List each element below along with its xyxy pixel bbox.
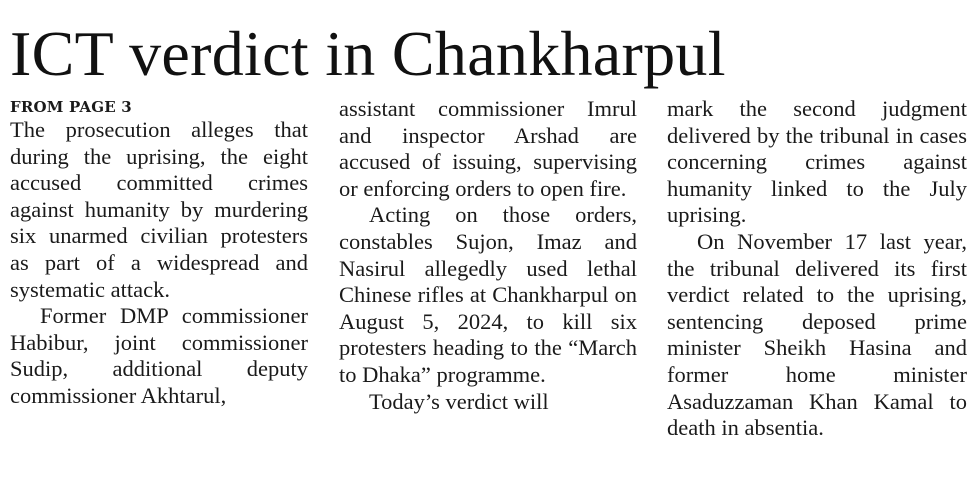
paragraph: Former DMP commissioner Habibur, joint commissioner Sudip, additional deputy commissioner Akhtarul,	[10, 303, 308, 408]
article-column-3	[667, 96, 967, 442]
continuation-kicker: FROM PAGE 3	[10, 98, 132, 116]
paragraph: Acting on those orders, constables Sujon, Imaz and Nasirul allegedly used lethal Chinese rifles at Chankharpul on August 5, 2024, to kill six protesters heading to the “March to Dhaka” programme.	[339, 202, 637, 387]
paragraph: On November 17 last year, the tribunal delivered its first verdict related to the uprising, sentencing deposed prime minister Sheikh Hasina and former home minister Asaduzzaman Khan Kamal to death in absentia.	[667, 228, 967, 441]
paragraph: The prosecution alleges that during the uprising, the eight accused committed crimes against humanity by murdering six unarmed civilian protesters as part of a widespread and systematic attack.	[10, 117, 308, 302]
headline: ICT verdict in Chankharpul	[10, 18, 726, 89]
article-column-1	[10, 96, 308, 410]
paragraph: Today’s verdict will	[369, 388, 549, 414]
paragraph: mark the second judgment delivered by the tribunal in cases concerning crimes against humanity linked to the July uprising.	[667, 96, 967, 228]
paragraph: assistant commissioner Imrul and inspector Arshad are accused of issuing, supervising or enforcing orders to open fire.	[339, 96, 637, 201]
article-column-2	[339, 96, 637, 415]
